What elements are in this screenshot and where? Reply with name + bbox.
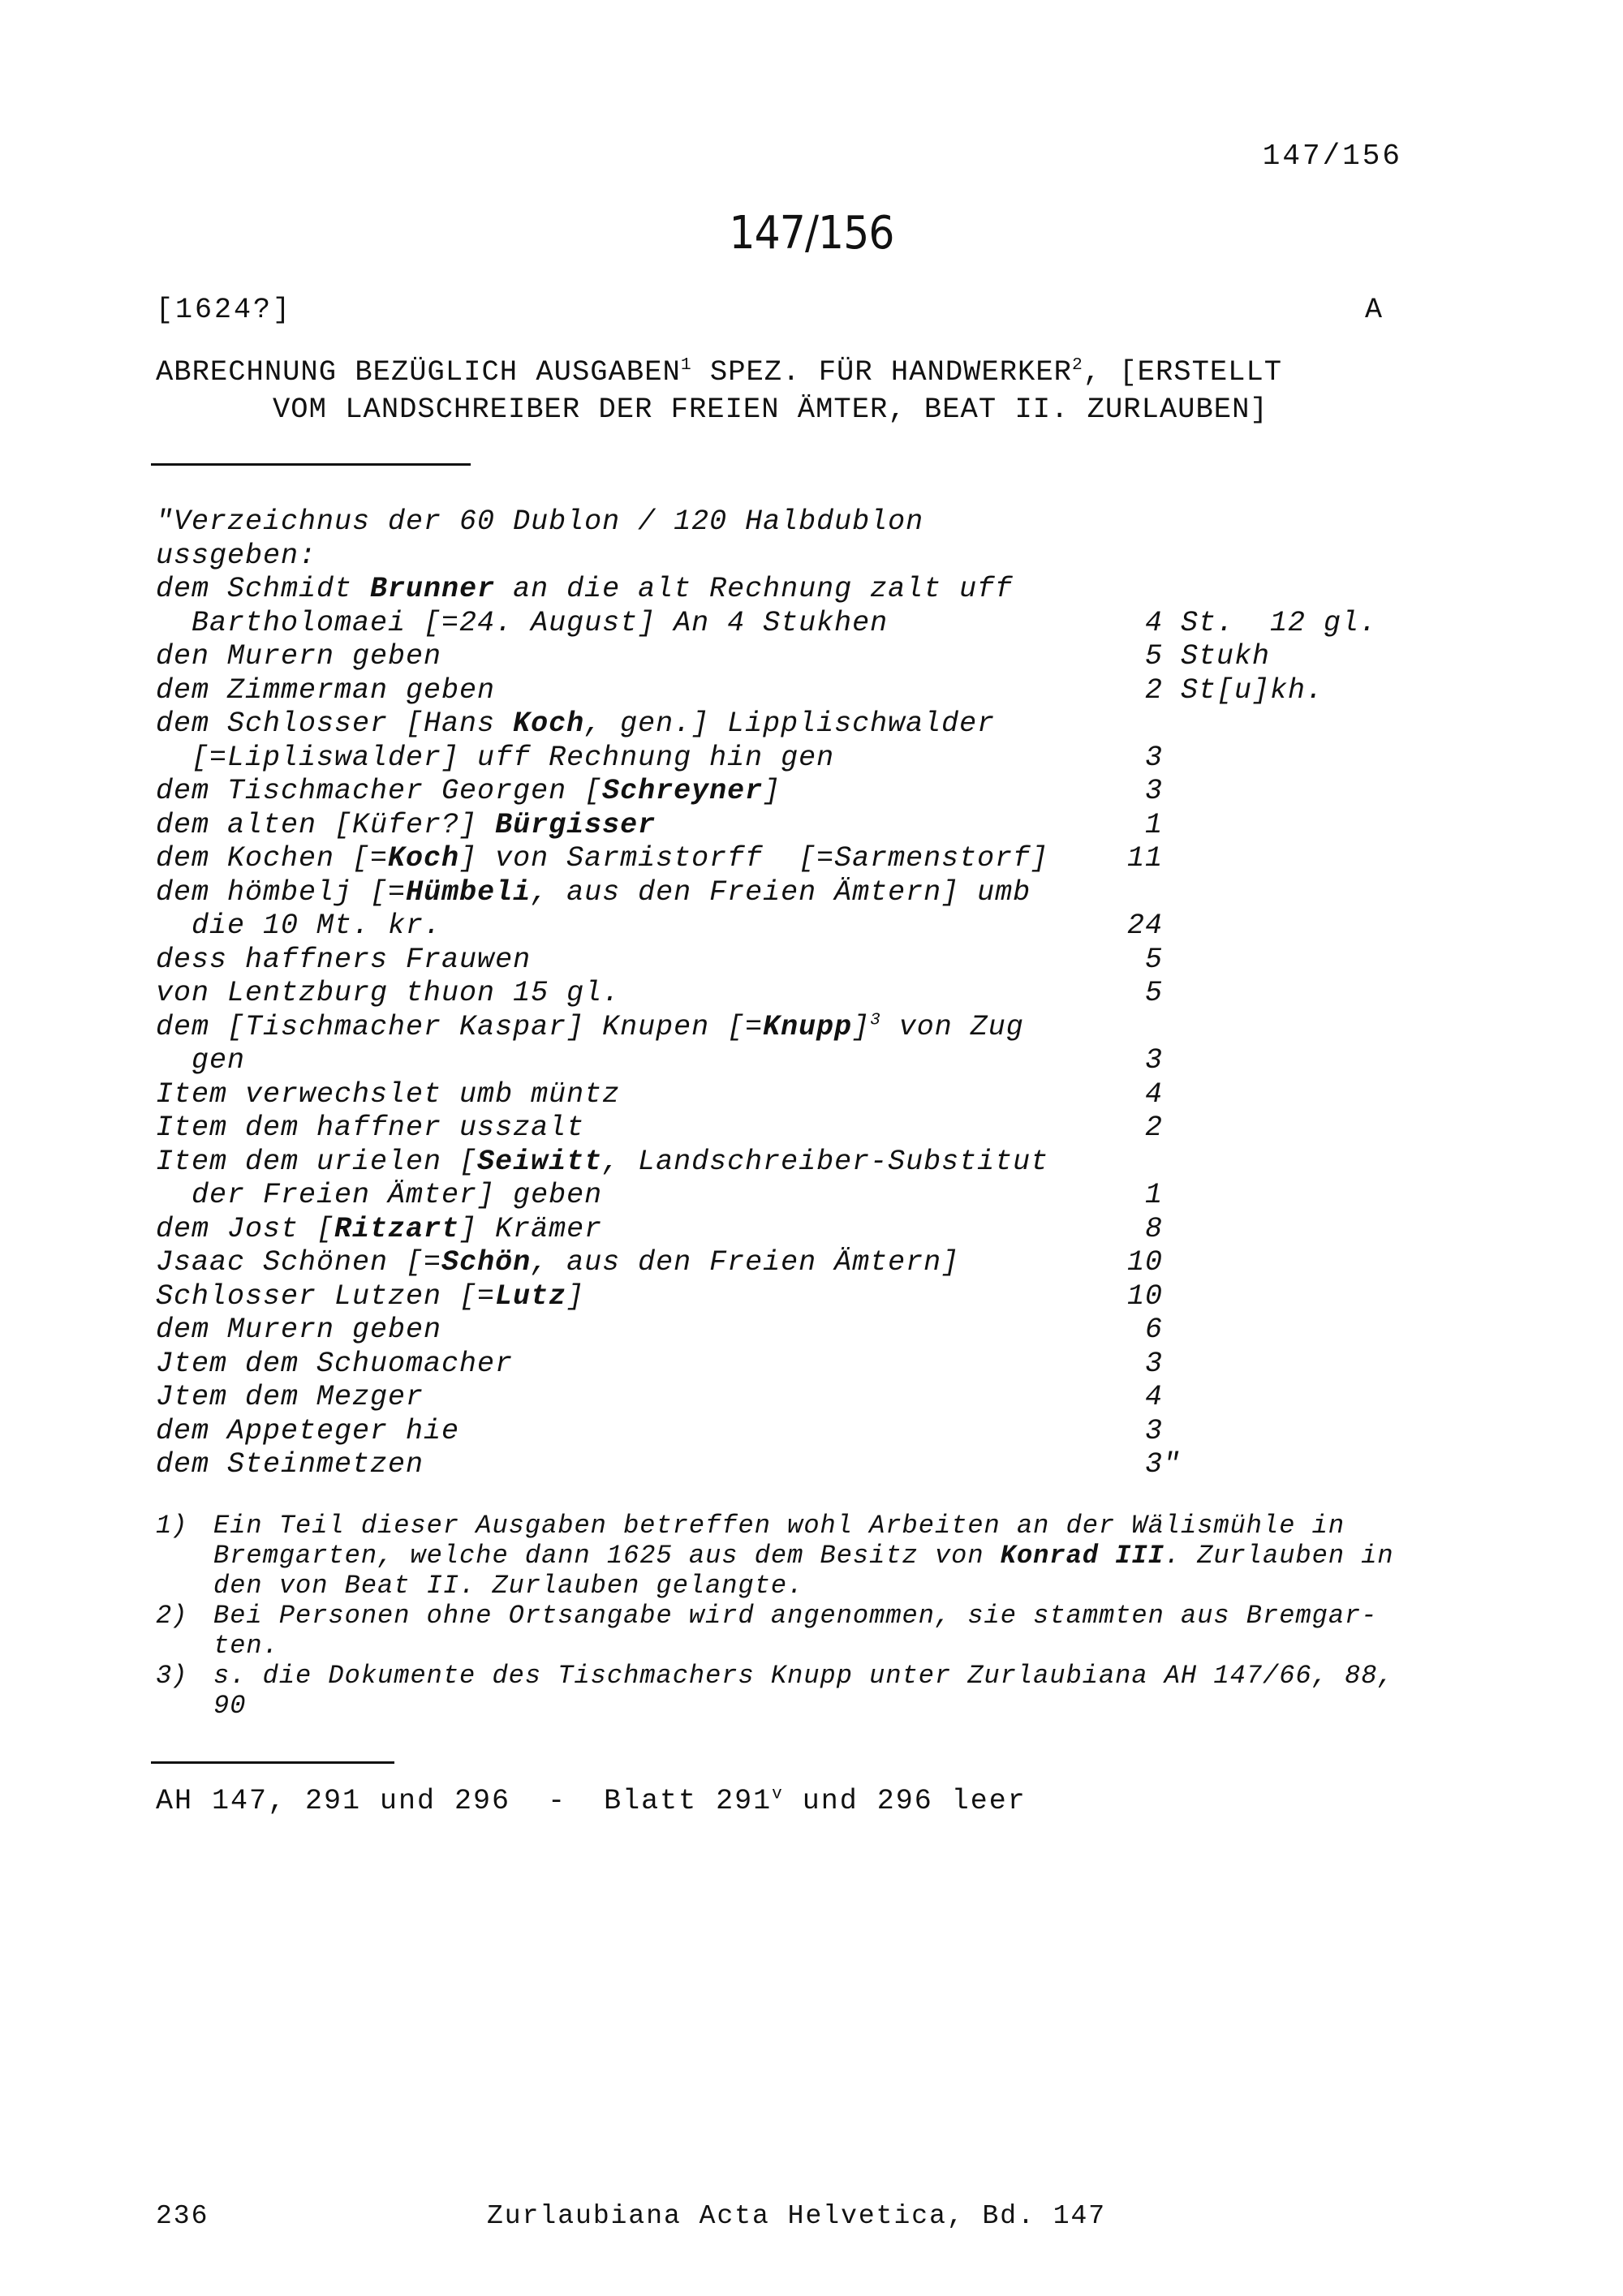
expense-amount: 1 bbox=[1145, 808, 1164, 841]
expense-amount: 3 bbox=[1145, 1044, 1164, 1077]
entry-text: Bartholomaei [=24. August] An 4 Stukhen bbox=[156, 606, 889, 639]
verso-marker: v bbox=[772, 1785, 784, 1804]
entry-text: an die alt Rechnung zalt uff bbox=[495, 573, 1014, 605]
expense-entry-text bbox=[156, 876, 1031, 909]
footnote-number: 3) bbox=[156, 1661, 187, 1691]
expense-amount: 3 bbox=[1145, 775, 1164, 807]
footnote-line: ten. bbox=[213, 1631, 279, 1661]
expense-entry-text bbox=[156, 742, 834, 774]
corner-reference: 147/156 bbox=[1262, 140, 1402, 173]
expense-entry-text bbox=[156, 1044, 245, 1077]
entry-text: dem Steinmetzen bbox=[156, 1448, 424, 1481]
person-name: Schreyner bbox=[602, 775, 764, 807]
expense-amount: 8 bbox=[1145, 1212, 1164, 1245]
footnote-text bbox=[213, 1601, 1377, 1631]
entry-text: von Lentzburg thuon 15 gl. bbox=[156, 977, 621, 1009]
expense-amount: 3 bbox=[1145, 1414, 1164, 1447]
expense-amount: 10 bbox=[1127, 1279, 1164, 1313]
expense-amount: 3 bbox=[1145, 741, 1164, 774]
entry-text: dem Zimmerman geben bbox=[156, 673, 496, 707]
person-name: Bürgisser bbox=[495, 808, 657, 841]
entry-text: , aus den Freien Ämtern] umb bbox=[531, 875, 1031, 909]
footnote-text bbox=[213, 1661, 1394, 1691]
entry-text: dem hömbelj [= bbox=[156, 875, 407, 909]
footnote-marker: 3 bbox=[870, 1010, 881, 1030]
expense-entry-text bbox=[156, 1415, 459, 1447]
entry-text: Item verwechslet umb müntz bbox=[156, 1077, 621, 1111]
expense-amount: 3" bbox=[1145, 1448, 1182, 1481]
entry-text: dem Jost [ bbox=[156, 1212, 335, 1245]
expense-entry-text bbox=[156, 1246, 959, 1279]
footnote-line: Bei Personen ohne Ortsangabe wird angenommen, sie stammten aus Bremgar- bbox=[213, 1601, 1378, 1631]
footnote-marker: 1 bbox=[680, 355, 692, 376]
expense-amount: 1 bbox=[1145, 1179, 1164, 1211]
expense-amount: 4 bbox=[1145, 1077, 1164, 1111]
expense-amount: 24 bbox=[1127, 909, 1164, 942]
entry-text: Jtem dem Schuomacher bbox=[156, 1347, 514, 1380]
series-title: Zurlaubiana Acta Helvetica, Bd. 147 bbox=[487, 2201, 1107, 2231]
entry-text: dem Murern geben bbox=[156, 1314, 442, 1346]
entry-text: , Landschreiber-Substitut bbox=[602, 1145, 1049, 1178]
person-name: Konrad III bbox=[1000, 1541, 1165, 1571]
entry-text: [=Lipliswalder] uff Rechnung hin gen bbox=[156, 741, 835, 774]
footnote-text bbox=[213, 1571, 803, 1601]
entry-text: Item dem urielen [ bbox=[156, 1145, 478, 1178]
separator-rule bbox=[151, 1761, 394, 1764]
footnote-line: Bremgarten, welche dann 1625 aus dem Besitz von bbox=[213, 1541, 1001, 1571]
entry-text: Jsaac Schönen [= bbox=[156, 1246, 442, 1279]
entry-text: ussgeben: bbox=[156, 539, 317, 572]
expense-entry-text bbox=[156, 775, 781, 807]
expense-entry-text bbox=[156, 1111, 584, 1144]
entry-text: dem Schmidt bbox=[156, 573, 371, 605]
footnote-text bbox=[213, 1631, 279, 1661]
expense-amount: 4 St. 12 gl. bbox=[1145, 606, 1378, 639]
entry-text: , gen.] Lipplischwalder bbox=[584, 707, 996, 740]
entry-text: den Murern geben bbox=[156, 640, 442, 673]
entry-text: gen bbox=[156, 1044, 246, 1077]
footnote-text bbox=[213, 1511, 1345, 1541]
expense-entry-text bbox=[156, 1213, 602, 1245]
expense-amount: 6 bbox=[1145, 1314, 1164, 1346]
document-date: [1624?] bbox=[156, 294, 293, 326]
archive-text: und 296 leer bbox=[783, 1785, 1027, 1817]
entry-text: dem Appeteger hie bbox=[156, 1414, 460, 1447]
expense-entry-text bbox=[156, 1280, 584, 1313]
footnote-text bbox=[213, 1691, 246, 1721]
document-title-line-2: VOM LANDSCHREIBER DER FREIEN ÄMTER, BEAT II. ZURLAUBEN] bbox=[273, 393, 1268, 426]
entry-text: Jtem dem Mezger bbox=[156, 1381, 424, 1413]
entry-text: ] von Sarmistorff [=Sarmenstorf] bbox=[459, 842, 1049, 875]
expense-entry-text bbox=[156, 674, 495, 707]
footnote-line: 90 bbox=[213, 1691, 247, 1721]
person-name: Lutz bbox=[495, 1279, 567, 1313]
title-part: ABRECHNUNG BEZÜGLICH AUSGABEN bbox=[156, 355, 681, 389]
separator-rule bbox=[151, 463, 471, 466]
expense-entry-text bbox=[156, 573, 1013, 605]
archive-text: AH 147, 291 und 296 - Blatt 291 bbox=[156, 1785, 773, 1817]
entry-text: ] bbox=[852, 1010, 871, 1043]
page-number: 236 bbox=[156, 2201, 209, 2231]
person-name: Seiwitt bbox=[477, 1145, 603, 1178]
expense-entry-text bbox=[156, 944, 531, 976]
document-number: 147/156 bbox=[729, 207, 894, 260]
expense-entry-text bbox=[156, 909, 441, 942]
footnote-marker: 2 bbox=[1071, 355, 1083, 376]
expense-entry-text bbox=[156, 1448, 424, 1481]
entry-text: "Verzeichnus der 60 Dublon / 120 Halbdublon bbox=[156, 505, 924, 538]
expense-amount: 10 bbox=[1127, 1246, 1164, 1279]
entry-text: dem Schlosser [Hans bbox=[156, 707, 514, 740]
expense-entry-text bbox=[156, 1348, 513, 1380]
entry-text: von Zug bbox=[880, 1010, 1024, 1043]
expense-entry-text bbox=[156, 640, 441, 673]
footnote-number: 2) bbox=[156, 1601, 187, 1631]
expense-amount: 3 bbox=[1145, 1347, 1164, 1380]
expense-amount: 2 bbox=[1145, 1111, 1164, 1144]
entry-text: ] Krämer bbox=[459, 1212, 603, 1245]
expense-amount: 5 Stukh bbox=[1145, 640, 1271, 673]
archive-reference bbox=[156, 1785, 1027, 1817]
expense-amount: 4 bbox=[1145, 1381, 1164, 1413]
entry-text: der Freien Ämter] geben bbox=[156, 1179, 603, 1211]
entry-text: dem Tischmacher Georgen [ bbox=[156, 775, 603, 807]
entry-text: die 10 Mt. kr. bbox=[156, 909, 442, 942]
expense-amount: 5 bbox=[1145, 977, 1164, 1009]
footnote-number: 1) bbox=[156, 1511, 187, 1541]
expense-entry-text bbox=[156, 540, 316, 572]
entry-text: , aus den Freien Ämtern] bbox=[531, 1246, 960, 1279]
footnote-text bbox=[213, 1541, 1394, 1571]
person-name: Hümbeli bbox=[406, 875, 532, 909]
entry-text: ] bbox=[763, 775, 781, 807]
person-name: Ritzart bbox=[334, 1212, 460, 1245]
expense-amount: 5 bbox=[1145, 943, 1164, 976]
entry-text: dem alten [Küfer?] bbox=[156, 808, 496, 841]
person-name: Koch bbox=[513, 707, 585, 740]
expense-entry-text bbox=[156, 1381, 424, 1413]
expense-entry-text bbox=[156, 607, 888, 639]
title-part: , [ERSTELLT bbox=[1083, 355, 1283, 389]
entry-text: Schlosser Lutzen [= bbox=[156, 1279, 496, 1313]
expense-entry-text bbox=[156, 1078, 620, 1111]
expense-entry-text bbox=[156, 842, 1048, 875]
expense-entry-text bbox=[156, 977, 620, 1009]
entry-text: dess haffners Frauwen bbox=[156, 943, 532, 976]
footnote-line: Ein Teil dieser Ausgaben betreffen wohl Arbeiten an der Wälismühle in bbox=[213, 1511, 1345, 1541]
footnote-line: s. die Dokumente des Tischmachers Knupp unter Zurlaubiana AH 147/66, 88, bbox=[213, 1661, 1394, 1691]
footnote-line: den von Beat II. Zurlauben gelangte. bbox=[213, 1571, 804, 1601]
entry-text: dem Kochen [= bbox=[156, 842, 389, 875]
document-letter: A bbox=[1365, 294, 1383, 326]
entry-text: dem [Tischmacher Kaspar] Knupen [= bbox=[156, 1010, 764, 1043]
footnote-line: . Zurlauben in bbox=[1164, 1541, 1394, 1571]
expense-entry-text bbox=[156, 707, 995, 740]
expense-amount: 11 bbox=[1127, 842, 1164, 875]
document-title-line-1 bbox=[156, 355, 1282, 389]
expense-entry-text bbox=[156, 1146, 1048, 1178]
entry-text: Item dem haffner usszalt bbox=[156, 1111, 585, 1144]
expense-entry-text bbox=[156, 1314, 441, 1346]
title-part: SPEZ. FÜR HANDWERKER bbox=[691, 355, 1072, 389]
expense-entry-text bbox=[156, 505, 923, 538]
entry-text: ] bbox=[566, 1279, 585, 1313]
person-name: Knupp bbox=[763, 1010, 853, 1043]
expense-amount: 2 St[u]kh. bbox=[1145, 673, 1324, 707]
expense-entry-text bbox=[156, 1179, 602, 1211]
person-name: Schön bbox=[441, 1246, 532, 1279]
person-name: Brunner bbox=[370, 573, 496, 605]
expense-entry-text bbox=[156, 1011, 1024, 1043]
expense-entry-text bbox=[156, 809, 656, 841]
person-name: Koch bbox=[388, 842, 460, 875]
